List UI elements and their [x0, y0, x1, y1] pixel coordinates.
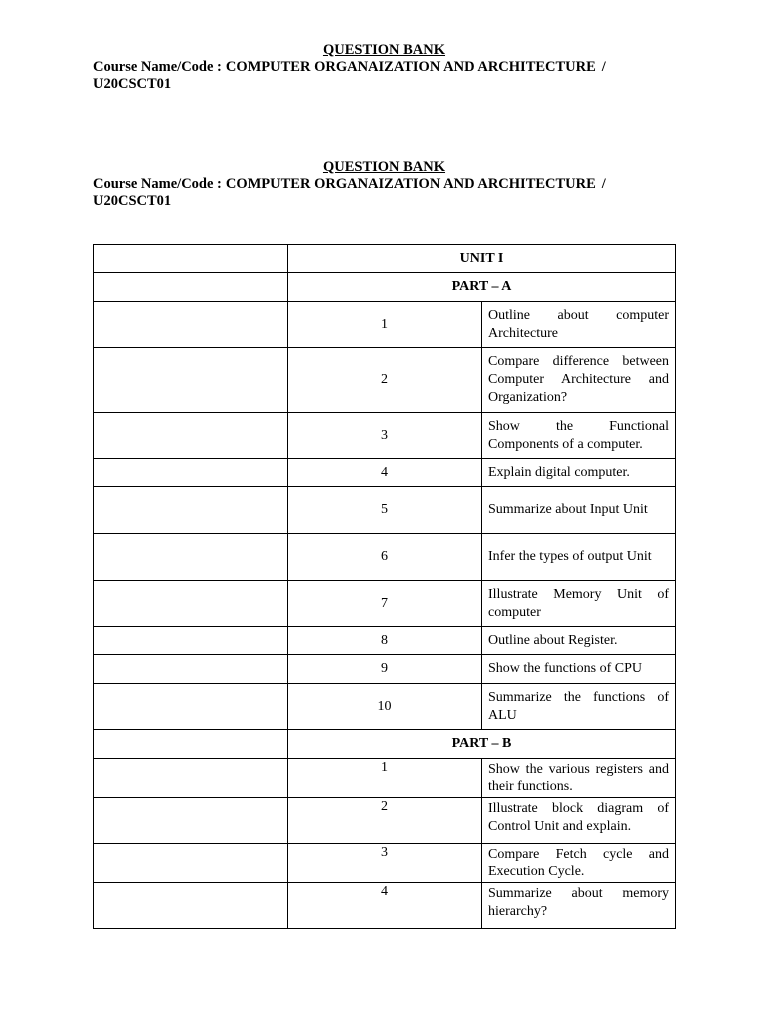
- document-header: [93, 42, 675, 93]
- table-row: [94, 459, 676, 487]
- blank-cell: [94, 413, 288, 459]
- table-row: [94, 844, 676, 883]
- document-header-repeat: [93, 159, 675, 210]
- table-row: [94, 413, 676, 459]
- blank-cell: [94, 245, 288, 273]
- course-code: U20CSCT01: [93, 76, 172, 92]
- question-text: Summarize about memory hierarchy?: [482, 883, 676, 929]
- unit-row: [94, 245, 676, 273]
- question-text: Illustrate block diagram of Control Unit and explain.: [482, 798, 676, 844]
- question-number: 9: [288, 655, 482, 684]
- question-number: 3: [288, 844, 482, 883]
- blank-cell: [94, 302, 288, 348]
- part-b-heading: PART – B: [288, 730, 676, 759]
- blank-cell: [94, 487, 288, 534]
- course-label: Course Name/Code :: [93, 176, 222, 192]
- question-text: Show the various registers and their functions.: [482, 759, 676, 798]
- question-number: 5: [288, 487, 482, 534]
- question-text: Summarize about Input Unit: [482, 487, 676, 534]
- blank-cell: [94, 798, 288, 844]
- question-number: 1: [288, 302, 482, 348]
- question-text: Show the functions of CPU: [482, 655, 676, 684]
- question-number: 2: [288, 348, 482, 413]
- part-a-heading: PART – A: [288, 273, 676, 302]
- table-row: [94, 798, 676, 844]
- blank-cell: [94, 883, 288, 929]
- table-row: [94, 487, 676, 534]
- question-text: Infer the types of output Unit: [482, 534, 676, 581]
- blank-cell: [94, 348, 288, 413]
- course-name: COMPUTER ORGANAIZATION AND ARCHITECTURE: [225, 176, 596, 192]
- question-text: Illustrate Memory Unit of computer: [482, 581, 676, 627]
- blank-cell: [94, 534, 288, 581]
- course-label: Course Name/Code :: [93, 59, 222, 75]
- course-line: [93, 176, 675, 193]
- question-number: 1: [288, 759, 482, 798]
- blank-cell: [94, 273, 288, 302]
- table-row: [94, 627, 676, 655]
- blank-cell: [94, 844, 288, 883]
- table-row: [94, 534, 676, 581]
- question-text: Outline about Register.: [482, 627, 676, 655]
- table-row: [94, 883, 676, 929]
- course-separator: /: [601, 176, 606, 192]
- table-row: [94, 581, 676, 627]
- part-b-row: [94, 730, 676, 759]
- table-row: [94, 684, 676, 730]
- page-title: QUESTION BANK: [322, 159, 446, 175]
- question-text: Outline about computer Architecture: [482, 302, 676, 348]
- question-text: Show the Functional Components of a computer.: [482, 413, 676, 459]
- blank-cell: [94, 655, 288, 684]
- course-separator: /: [601, 59, 606, 75]
- question-number: 2: [288, 798, 482, 844]
- blank-cell: [94, 759, 288, 798]
- course-line: [93, 59, 675, 76]
- table-row: [94, 302, 676, 348]
- part-a-row: [94, 273, 676, 302]
- question-table: [93, 244, 676, 929]
- question-text: Summarize the functions of ALU: [482, 684, 676, 730]
- question-number: 8: [288, 627, 482, 655]
- question-number: 7: [288, 581, 482, 627]
- blank-cell: [94, 581, 288, 627]
- table-row: [94, 348, 676, 413]
- question-text: Explain digital computer.: [482, 459, 676, 487]
- course-code: U20CSCT01: [93, 193, 172, 209]
- blank-cell: [94, 627, 288, 655]
- blank-cell: [94, 684, 288, 730]
- unit-heading: UNIT I: [288, 245, 676, 273]
- question-text: Compare Fetch cycle and Execution Cycle.: [482, 844, 676, 883]
- question-text: Compare difference between Computer Architecture and Organization?: [482, 348, 676, 413]
- question-number: 3: [288, 413, 482, 459]
- page-title: QUESTION BANK: [322, 42, 446, 58]
- question-number: 4: [288, 459, 482, 487]
- question-number: 4: [288, 883, 482, 929]
- course-name: COMPUTER ORGANAIZATION AND ARCHITECTURE: [225, 59, 596, 75]
- question-number: 6: [288, 534, 482, 581]
- blank-cell: [94, 459, 288, 487]
- table-row: [94, 655, 676, 684]
- blank-cell: [94, 730, 288, 759]
- question-number: 10: [288, 684, 482, 730]
- table-row: [94, 759, 676, 798]
